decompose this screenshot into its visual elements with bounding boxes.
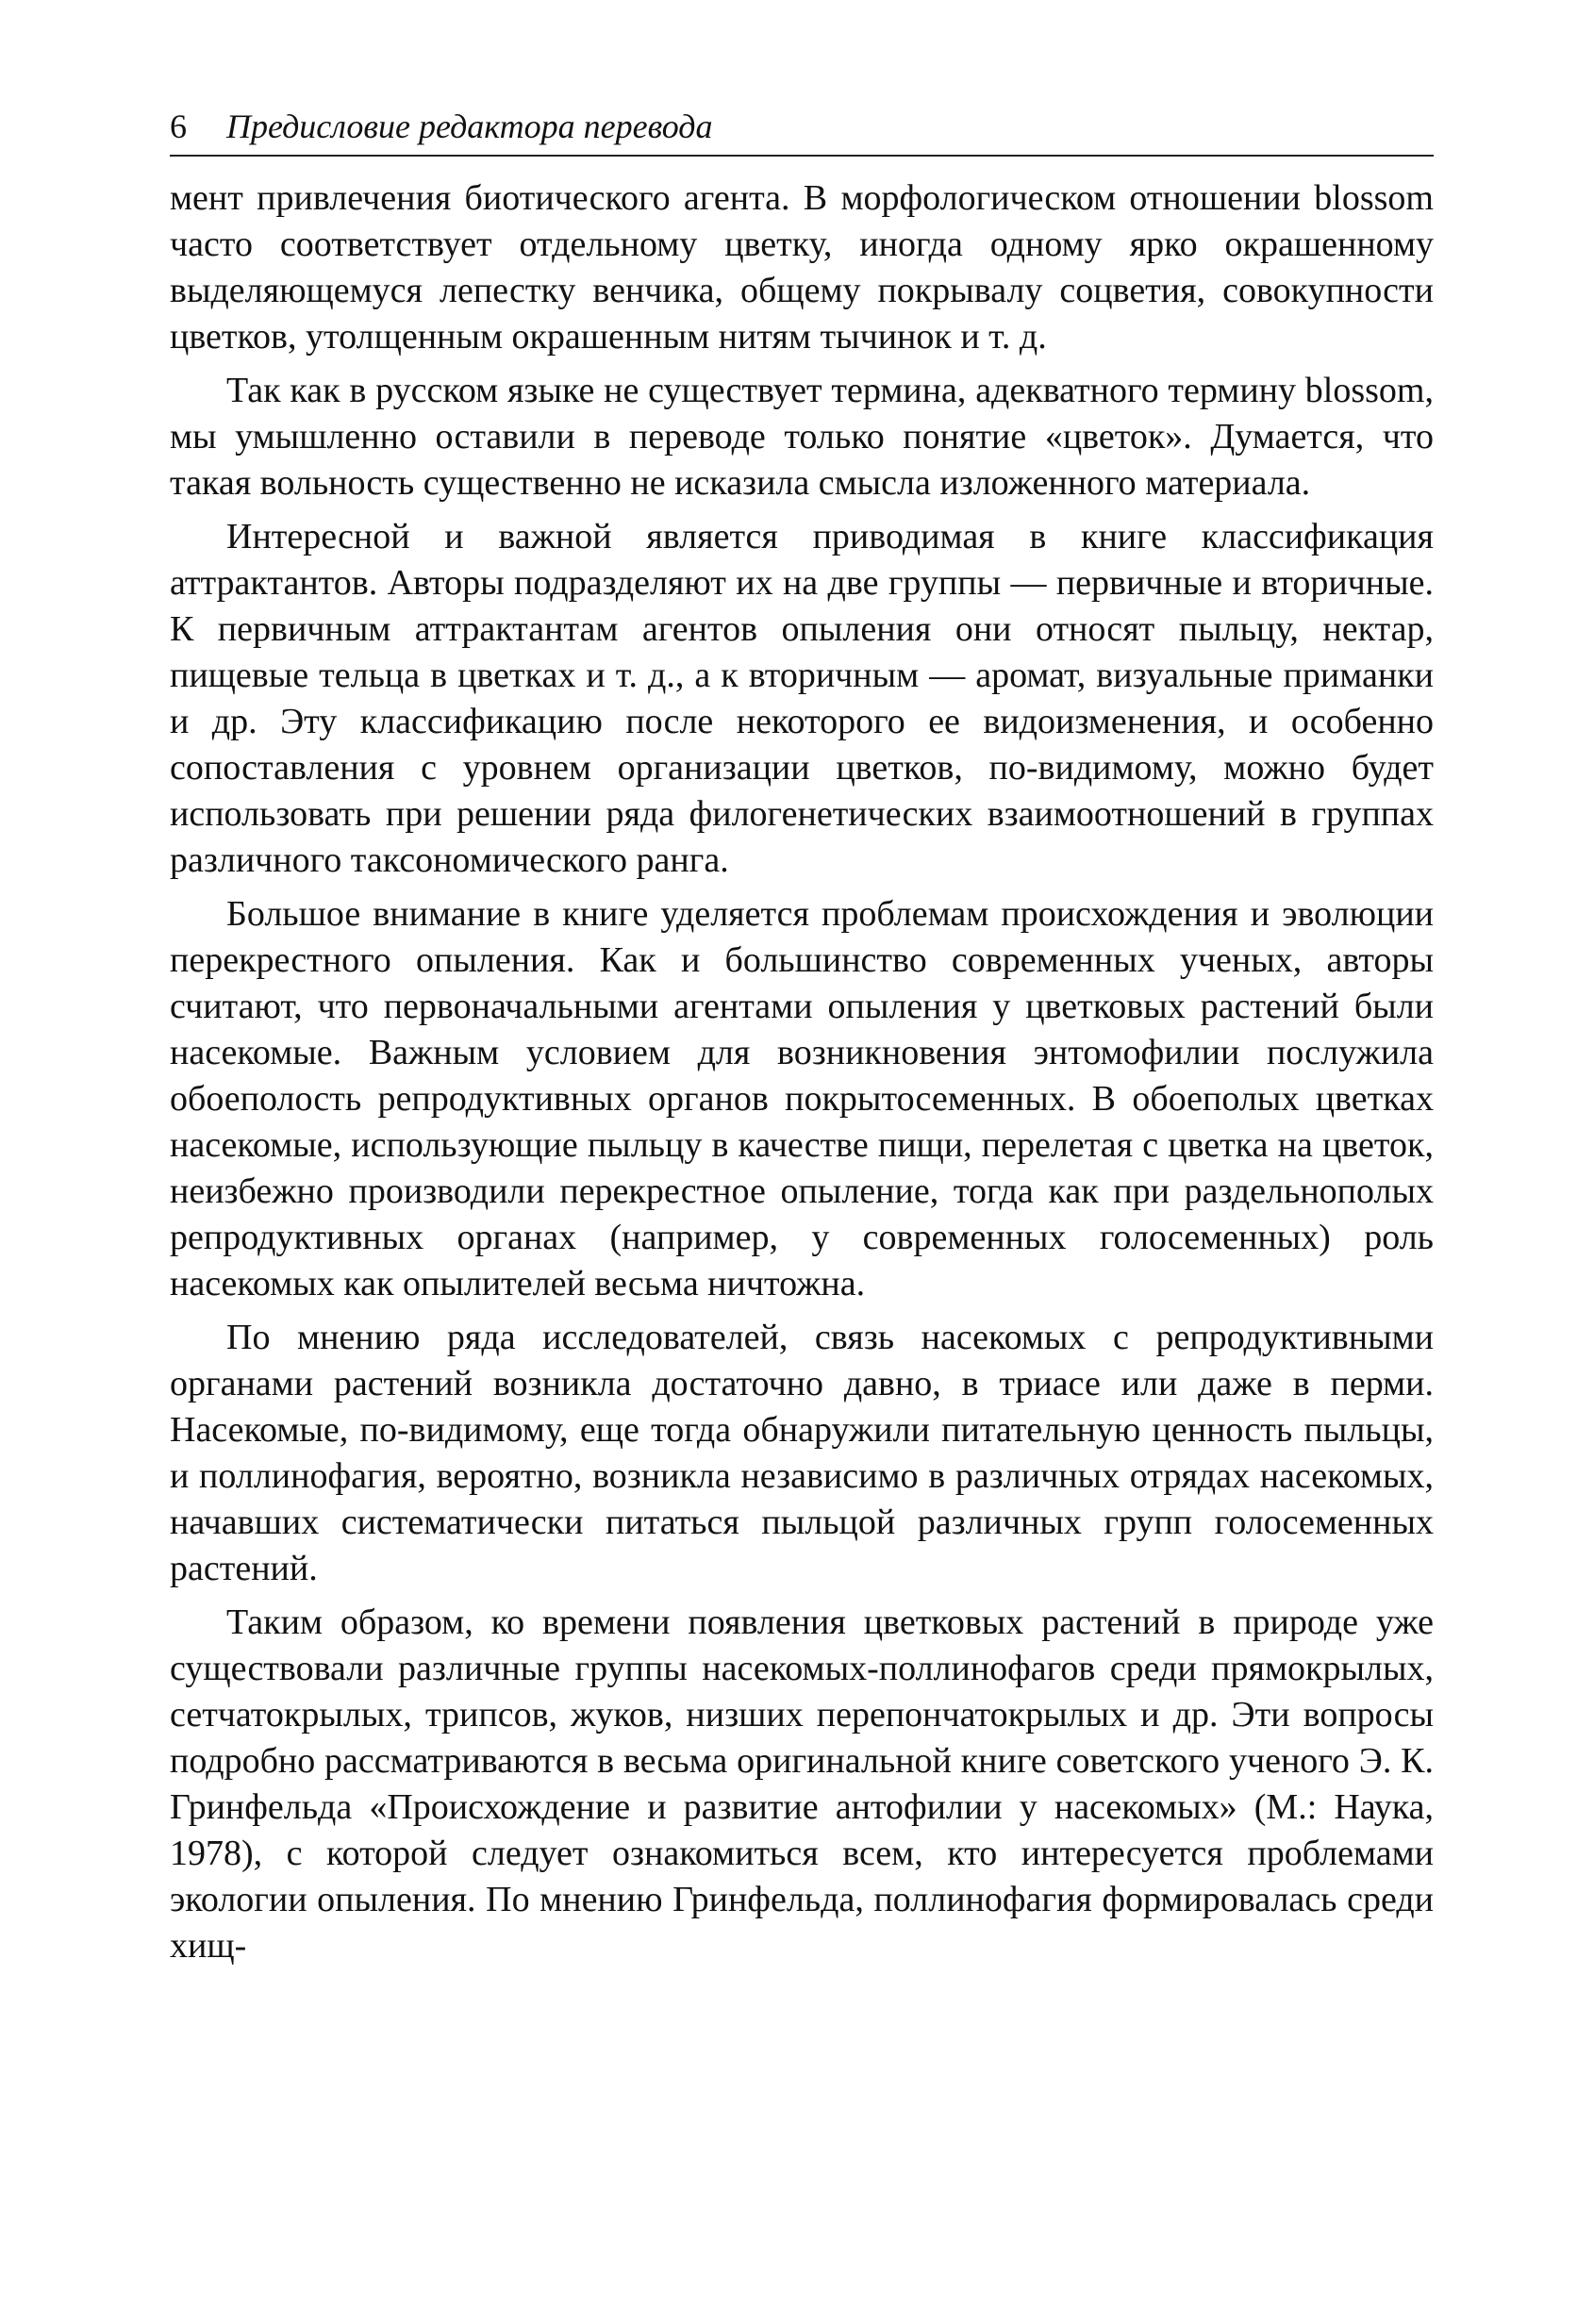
paragraph-insect-reproductive-link: По мнению ряда исследователей, связь насекомых с репродуктивными органами растений возникла достаточно давно, в триасе или даже в перми. Насекомые, по-видимому, еще тогда обнаружили питательную ценность пыльцы, и поллинофагия, вероятно, возникла независимо в различных отрядах насекомых, начавших систематически питаться пыльцой различных групп голосеменных растений. <box>170 1318 1434 1588</box>
running-title: Предисловие редактора перевода <box>226 108 713 145</box>
running-header <box>170 106 1434 157</box>
paragraph-cross-pollination-origin: Большое внимание в книге уделяется проблемам происхождения и эволюции перекрестного опыления. Как и большинство современных ученых, авторы считают, что первоначальными агентами опыления у цветковых растений были насекомые. Важным условием для возникновения энтомофилии послужила обоеполость репродуктивных органов покрытосеменных. В обоеполых цветках насекомые, использующие пыльцу в качестве пищи, перелетая с цветка на цветок, неизбежно производили перекрестное опыление, тогда как при раздельнополых репродуктивных органах (например, у современных голосеменных) роль насекомых как опылителей весьма ничтожна. <box>170 894 1434 1303</box>
body-text <box>170 175 1434 1977</box>
paragraph-continuation: мент привлечения биотического агента. В морфологическом отношении blossom часто соответствует отдельному цветку, иногда одному ярко окрашенному выделяющемуся лепестку венчика, общему покрывалу соцветия, совокупности цветков, утолщенным окрашенным нитям тычинок и т. д. <box>170 178 1434 357</box>
paragraph-attractant-classification: Интересной и важной является приводимая в книге классификация аттрактантов. Авторы подразделяют их на две группы — первичные и вторичные. К первичным аттрактантам агентов опыления они относят пыльцу, нектар, пищевые тельца в цветках и т. д., а к вторичным — аромат, визуальные приманки и др. Эту классификацию после некоторого ее видоизменения, и особенно сопоставления с уровнем организации цветков, по-видимому, можно будет использовать при решении ряда филогенетических взаимоотношений в группах различного таксономического ранга. <box>170 517 1434 880</box>
paragraph-blossom-term: Так как в русском языке не существует термина, адекватного термину blossom, мы умышленно оставили в переводе только понятие «цветок». Думается, что такая вольность существенно не исказила смысла изложенного материала. <box>170 371 1434 503</box>
page-number: 6 <box>170 108 187 145</box>
paragraph-pollinophage-groups: Таким образом, ко времени появления цветковых растений в природе уже существовали различные группы насекомых-поллинофагов среди прямокрылых, сетчатокрылых, трипсов, жуков, низших перепончатокрылых и др. Эти вопросы подробно рассматриваются в весьма оригинальной книге советского ученого Э. К. Гринфельда «Происхождение и развитие антофилии у насекомых» (М.: Наука, 1978), с которой следует ознакомиться всем, кто интересуется проблемами экологии опыления. По мнению Гринфельда, поллинофагия формировалась среди хищ- <box>170 1602 1434 1966</box>
